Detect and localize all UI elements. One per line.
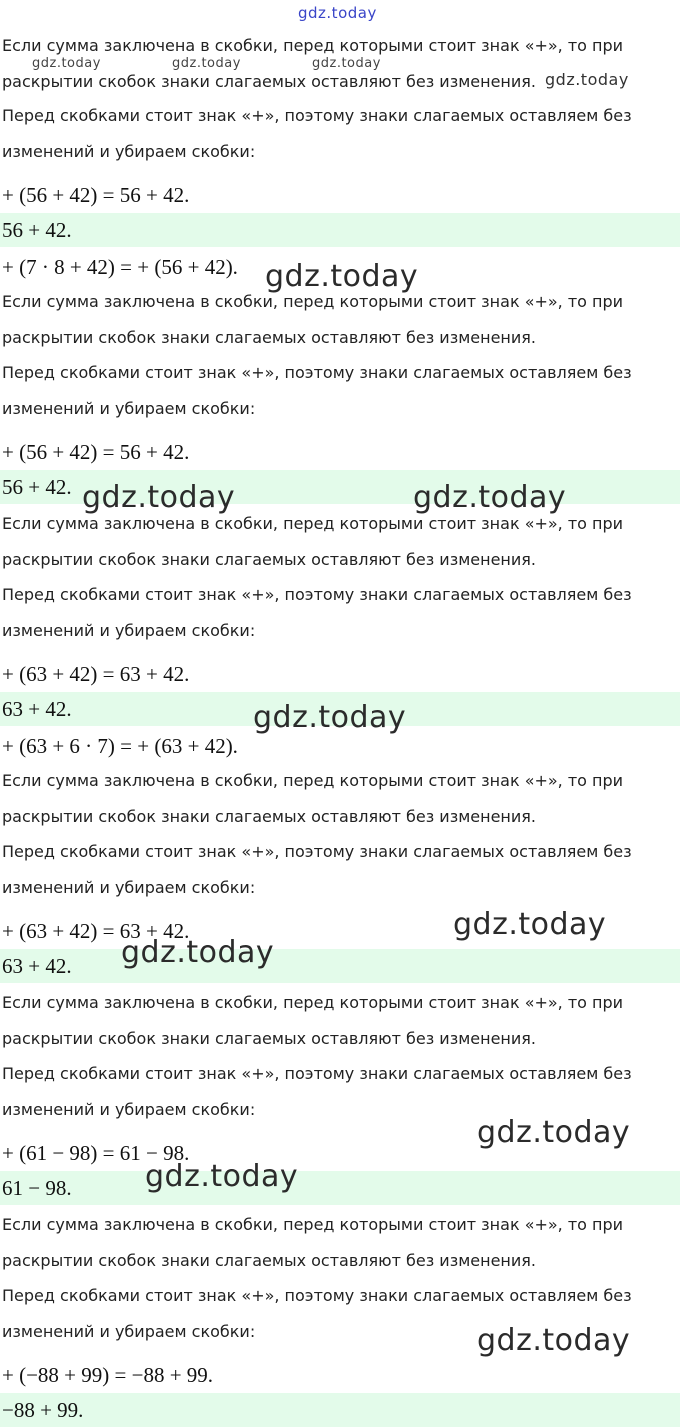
expansion-formula: + (56 + 42) = 56 + 42. [2, 440, 190, 464]
answer-band [0, 949, 680, 983]
rule-line-4: изменений и убираем скобки: [2, 142, 256, 161]
watermark-small: gdz.today [32, 56, 101, 71]
substitution-formula: + (7 · 8 + 42) = + (56 + 42). [2, 255, 238, 279]
rule-line-3: Перед скобками стоит знак «+», поэтому знаки слагаемых оставляем без [2, 1286, 632, 1305]
answer-band [0, 213, 680, 247]
rule-line-3: Перед скобками стоит знак «+», поэтому знаки слагаемых оставляем без [2, 106, 632, 125]
watermark-large: gdz.today [253, 700, 407, 735]
rule-line-2: раскрытии скобок знаки слагаемых оставляют без изменения. [2, 807, 536, 826]
watermark-large: gdz.today [145, 1159, 299, 1194]
watermark-large: gdz.today [453, 907, 607, 942]
rule-line-4: изменений и убираем скобки: [2, 399, 256, 418]
answer-formula: 61 − 98. [2, 1176, 72, 1200]
rule-line-2: раскрытии скобок знаки слагаемых оставляют без изменения. [2, 550, 536, 569]
rule-line-2: раскрытии скобок знаки слагаемых оставляют без изменения. [2, 1029, 536, 1048]
watermark-large: gdz.today [413, 480, 567, 515]
substitution-formula: + (63 + 6 · 7) = + (63 + 42). [2, 734, 238, 758]
rule-line-4: изменений и убираем скобки: [2, 621, 256, 640]
rule-line-1: Если сумма заключена в скобки, перед которыми стоит знак «+», то при [2, 514, 624, 533]
rule-line-1: Если сумма заключена в скобки, перед которыми стоит знак «+», то при [2, 993, 624, 1012]
rule-line-3: Перед скобками стоит знак «+», поэтому знаки слагаемых оставляем без [2, 585, 632, 604]
expansion-formula: + (61 − 98) = 61 − 98. [2, 1141, 190, 1165]
answer-formula: −88 + 99. [2, 1398, 84, 1422]
answer-band [0, 1171, 680, 1205]
answer-formula: 56 + 42. [2, 475, 72, 499]
rule-line-4: изменений и убираем скобки: [2, 878, 256, 897]
rule-line-1: Если сумма заключена в скобки, перед которыми стоит знак «+», то при [2, 771, 624, 790]
rule-line-2: раскрытии скобок знаки слагаемых оставляют без изменения. [2, 1251, 536, 1270]
expansion-formula: + (63 + 42) = 63 + 42. [2, 919, 190, 943]
watermark-small: gdz.today [172, 56, 241, 71]
expansion-formula: + (63 + 42) = 63 + 42. [2, 662, 190, 686]
rule-line-1: Если сумма заключена в скобки, перед которыми стоит знак «+», то при [2, 1215, 624, 1234]
rule-line-3: Перед скобками стоит знак «+», поэтому знаки слагаемых оставляем без [2, 1064, 632, 1083]
rule-line-2: раскрытии скобок знаки слагаемых оставляют без изменения. [2, 328, 536, 347]
watermark-large: gdz.today [477, 1323, 631, 1358]
expansion-formula: + (56 + 42) = 56 + 42. [2, 183, 190, 207]
expansion-formula: + (−88 + 99) = −88 + 99. [2, 1363, 214, 1387]
rule-line-1: Если сумма заключена в скобки, перед которыми стоит знак «+», то при [2, 36, 624, 55]
watermark-large: gdz.today [82, 480, 236, 515]
rule-line-4: изменений и убираем скобки: [2, 1100, 256, 1119]
watermark-large: gdz.today [121, 935, 275, 970]
watermark-small: gdz.today [312, 56, 381, 71]
watermark-large: gdz.today [477, 1115, 631, 1150]
watermark-large: gdz.today [265, 259, 419, 294]
rule-line-4: изменений и убираем скобки: [2, 1322, 256, 1341]
watermark-inline: gdz.today [545, 70, 629, 89]
rule-line-3: Перед скобками стоит знак «+», поэтому знаки слагаемых оставляем без [2, 842, 632, 861]
answer-band [0, 1393, 680, 1427]
rule-line-1: Если сумма заключена в скобки, перед которыми стоит знак «+», то при [2, 292, 624, 311]
answer-formula: 56 + 42. [2, 218, 72, 242]
rule-line-2: раскрытии скобок знаки слагаемых оставляют без изменения. [2, 72, 536, 91]
answer-formula: 63 + 42. [2, 954, 72, 978]
rule-line-3: Перед скобками стоит знак «+», поэтому знаки слагаемых оставляем без [2, 363, 632, 382]
header-watermark: gdz.today [298, 4, 377, 22]
answer-formula: 63 + 42. [2, 697, 72, 721]
